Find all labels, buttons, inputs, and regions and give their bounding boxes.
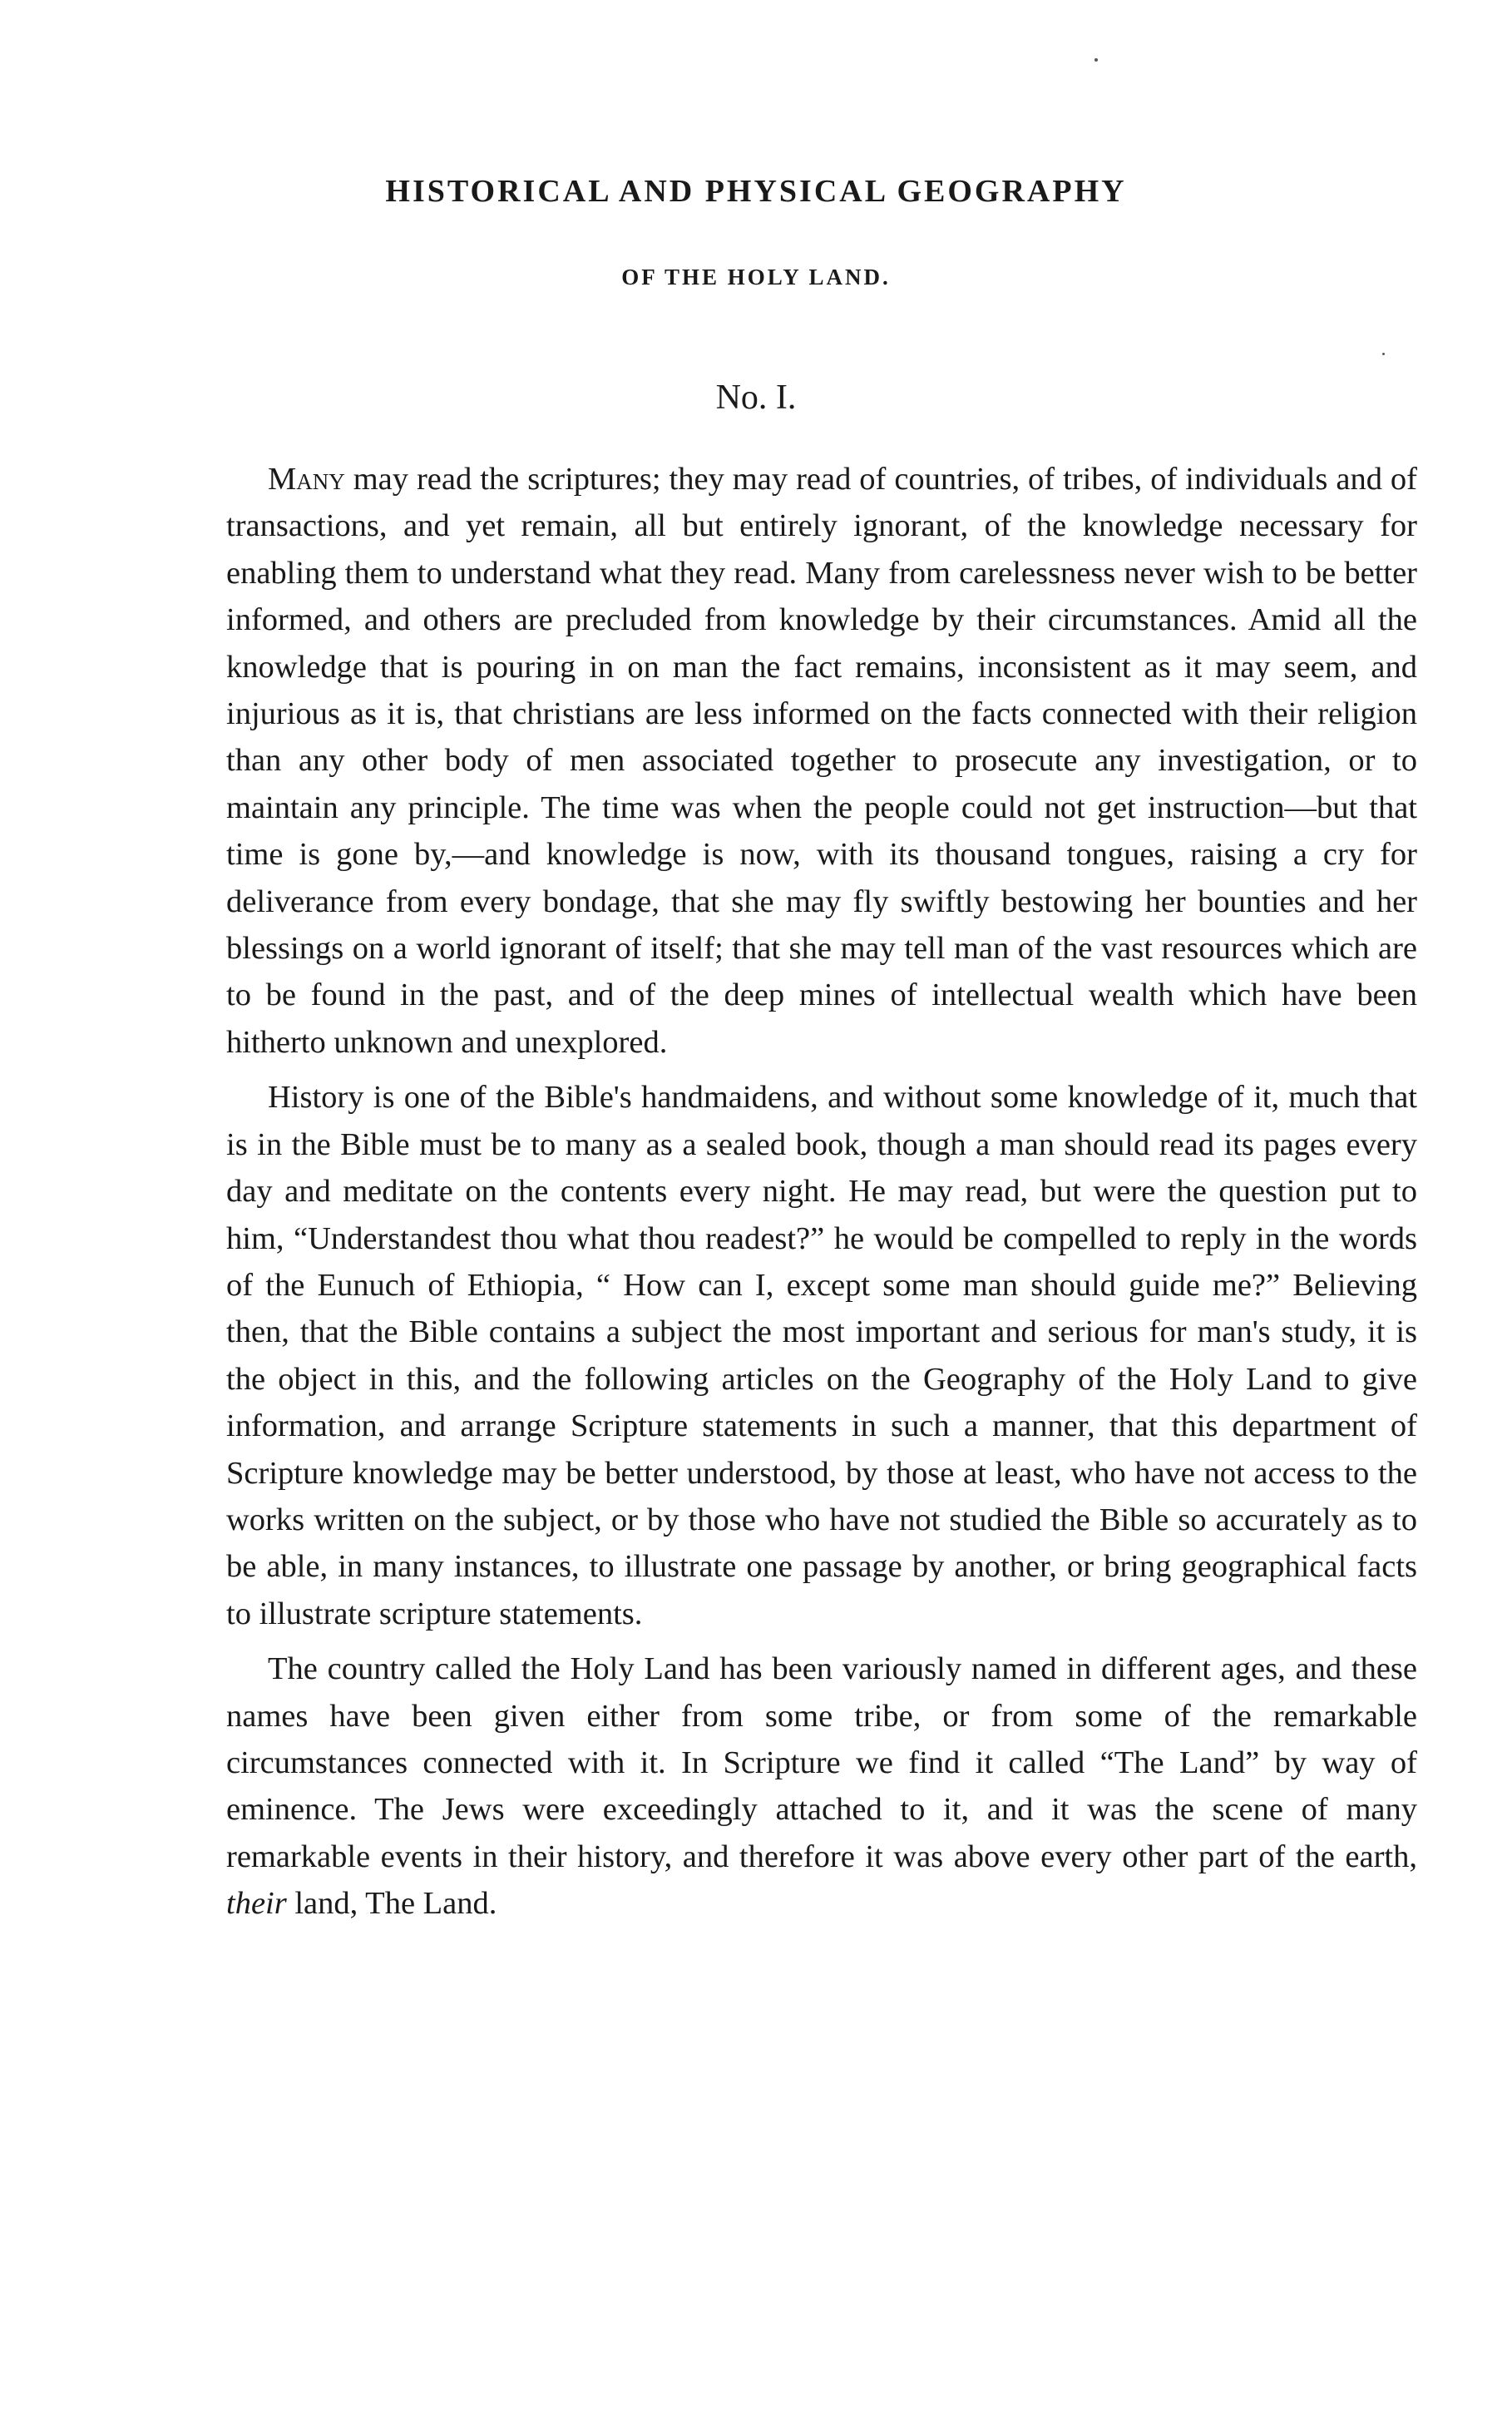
paragraph-3 bbox=[226, 1646, 1417, 1927]
article-title: HISTORICAL AND PHYSICAL GEOGRAPHY bbox=[385, 174, 1127, 209]
paragraph-3-emphasis: their bbox=[226, 1886, 287, 1922]
paragraph-2: History is one of the Bible's handmaidens, and without some knowledge of it, much that is in the Bible must be to many as a sealed book, though a man should read its pages every day and meditate on the contents every night. He may read, but were the question put to him, “Understandest thou what thou readest?” he would be compelled to reply in the words of the Eunuch of Ethiopia, “ How can I, except some man should guide me?” Believing then, that the Bible contains a subject the most important and serious for man's study, it is the object in this, and the following articles on the Geography of the Holy Land to give information, and arrange Scripture statements in such a manner, that this department of Scripture knowledge may be better understood, by those at least, who have not access to the works written on the subject, or by those who have not studied the Bible so accurately as to be able, in many instances, to illustrate one passage by another, or bring geographical facts to illustrate scripture statements. bbox=[226, 1080, 1417, 1631]
paragraph-1-lead: Many bbox=[268, 462, 345, 497]
paragraph-3-ending: land, The Land. bbox=[294, 1886, 497, 1922]
paragraph-1 bbox=[226, 456, 1417, 1066]
paragraph-3-text: The country called the Holy Land has been variously named in different ages, and these names have been given either from some tribe, or from some of the remarkable circumstances connected with it. In Scripture we find it called “The Land” by way of eminence. The Jews were exceedingly attached to it, and it was the scene of many remarkable events in their history, and therefore it was above every other part of the earth, bbox=[226, 1651, 1417, 1874]
paper-speck bbox=[1382, 353, 1385, 355]
article-body bbox=[226, 456, 1417, 1936]
article-subtitle: OF THE HOLY LAND. bbox=[621, 265, 891, 290]
paper-speck bbox=[1094, 58, 1098, 62]
article-number: No. I. bbox=[715, 379, 797, 417]
paragraph-1-text: may read the scriptures; they may read of countries, of tribes, of individuals and of transactions, and yet remain, all but entirely ignorant, of the knowledge necessary for enabling them to understand what they read. Many from carelessness never wish to be better informed, and others are precluded from knowledge by their circumstances. Amid all the knowledge that is pouring in on man the fact remains, inconsistent as it may seem, and injurious as it is, that christians are less informed on the facts connected with their religion than any other body of men associated together to prosecute any investigation, or to maintain any principle. The time was when the people could not get instruction—but that time is gone by,—and knowledge is now, with its thousand tongues, raising a cry for deliverance from every bondage, that she may fly swiftly bestowing her bounties and her blessings on a world ignorant of itself; that she may tell man of the vast resources which are to be found in the past, and of the deep mines of intellectual wealth which have been hitherto unknown and unexplored. bbox=[226, 462, 1417, 1060]
